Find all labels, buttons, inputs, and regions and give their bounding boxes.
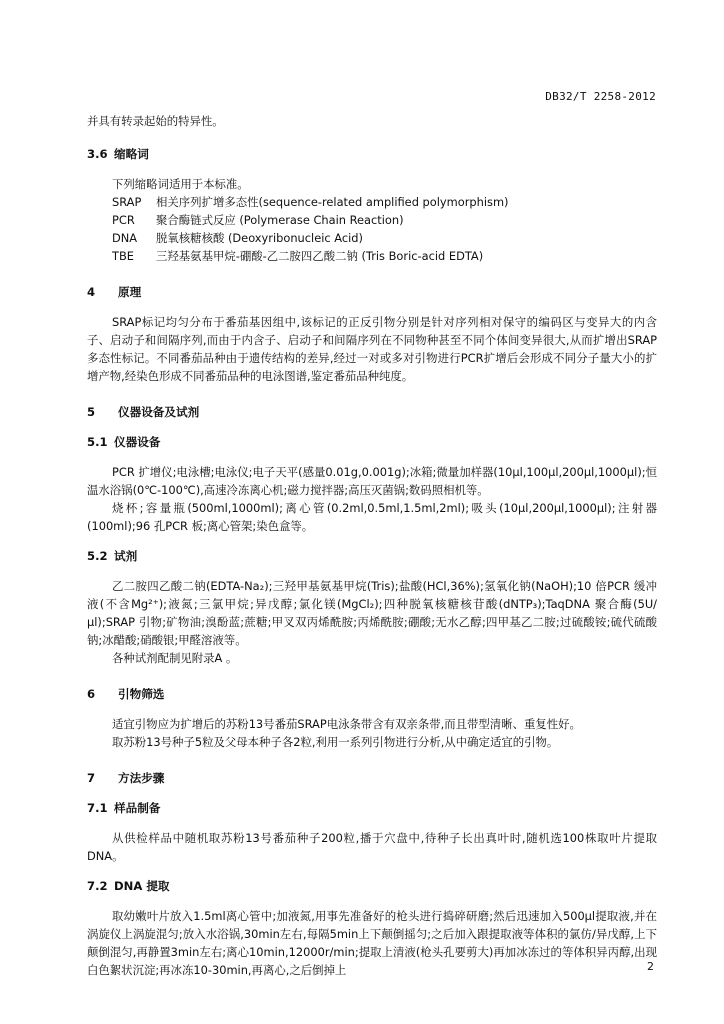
section-number: 7.2: [87, 879, 108, 893]
reagents-appendix-note: 各种试剂配制见附录A 。: [112, 651, 238, 665]
abbreviation-definition: 脱氧核糖核酸 (Deoxyribonucleic Acid): [156, 231, 363, 245]
intro-continuation-text: 并具有转录起始的特异性。: [87, 114, 224, 128]
section-5-2-heading: [87, 547, 657, 565]
section-title: 仪器设备及试剂: [118, 405, 200, 419]
section-number: 5: [87, 405, 96, 419]
section-number: 5.1: [87, 435, 108, 449]
abbreviation-code: SRAP: [112, 195, 142, 209]
section-number: 7: [87, 771, 96, 785]
abbreviation-list: [87, 193, 657, 265]
section-number: 5.2: [87, 549, 108, 563]
section-number: 3.6: [87, 147, 108, 161]
abbreviation-code: PCR: [112, 213, 135, 227]
abbreviation-definition: 三羟基氨基甲烷-硼酸-乙二胺四乙酸二钠 (Tris Boric-acid EDTA): [156, 249, 484, 263]
section-7-2-heading: [87, 877, 657, 895]
abbreviation-definition: 聚合酶链式反应 (Polymerase Chain Reaction): [156, 213, 404, 227]
primer-selection-paragraph: 取苏粉13号种子5粒及父母本种子各2粒,利用一系列引物进行分析,从中确定适宜的引物。: [112, 735, 559, 749]
abbreviation-row: [87, 247, 657, 265]
reagents-paragraph: 乙二胺四乙酸二钠(EDTA-Na₂);三羟甲基氨基甲烷(Tris);盐酸(HCl,36%);氢氧化钠(NaOH);10 倍PCR 缓冲液(不含Mg²⁺);液氮;三氯甲烷;异戊醇;氯化镁(MgCl₂);四种脱氧核糖核苷酸(dNTP₃);TaqDNA 聚合酶(5U/μl);SRAP 引物;矿物油;溴酚蓝;蔗糖;甲叉双丙烯酰胺;丙烯酰胺;硼酸;无水乙醇;四甲基乙二胺;过硫酸铵;硫代硫酸钠;冰醋酸;硝酸银;甲醛溶液等。: [87, 579, 657, 647]
section-3-6-heading: [87, 145, 657, 163]
principle-paragraph: SRAP标记均匀分布于番茄基因组中,该标记的正反引物分别是针对序列相对保守的编码区与变异大的内含子、启动子和间隔序列,而由于内含子、启动子和间隔序列在不同物种甚至不同个体间变异很大,从而扩增出SRAP多态性标记。不同番茄品种由于遗传结构的差异,经过一对或多对引物进行PCR扩增后会形成不同分子量大小的扩增产物,经染色形成不同番茄品种的电泳图谱,鉴定番茄品种纯度。: [87, 315, 657, 383]
section-number: 4: [87, 285, 96, 299]
section-number: 7.1: [87, 801, 108, 815]
abbreviation-definition: 相关序列扩增多态性(sequence-related amplified polymorphism): [156, 195, 509, 209]
abbreviation-row: [87, 193, 657, 211]
section-title: 引物筛选: [118, 687, 165, 701]
section-number: 6: [87, 687, 96, 701]
consumables-paragraph: 烧杯;容量瓶(500ml,1000ml);离心管(0.2ml,0.5ml,1.5ml,2ml);吸头(10μl,200μl,1000μl);注射器(100ml);96 孔PCR 板;离心管架;染色盒等。: [87, 501, 657, 533]
section-title: 缩略词: [114, 147, 149, 161]
primer-criteria-paragraph: 适宜引物应为扩增后的苏粉13号番茄SRAP电泳条带含有双亲条带,而且带型清晰、重复性好。: [112, 717, 581, 731]
standard-code: DB32/T 2258-2012: [545, 90, 656, 103]
abbreviation-code: DNA: [112, 231, 138, 245]
page-number: 2: [647, 960, 654, 973]
abbreviation-code: TBE: [112, 249, 134, 263]
section-5-1-heading: [87, 433, 657, 451]
abbreviations-lead: 下列缩略词适用于本标准。: [112, 177, 249, 191]
section-title: DNA 提取: [114, 879, 170, 893]
equipment-paragraph: PCR 扩增仪;电泳槽;电泳仪;电子天平(感量0.01g,0.001g);冰箱;微量加样器(10μl,100μl,200μl,1000μl);恒温水浴锅(0℃-100℃),高速冷冻离心机;磁力搅拌器;高压灭菌锅;数码照相机等。: [87, 465, 657, 497]
section-6-heading: [87, 685, 657, 703]
section-5-heading: [87, 403, 657, 421]
abbreviation-row: [87, 211, 657, 229]
section-7-1-heading: [87, 799, 657, 817]
sample-preparation-paragraph: 从供检样品中随机取苏粉13号番茄种子200粒,播于穴盘中,待种子长出真叶时,随机选100株取叶片提取DNA。: [87, 831, 657, 863]
section-title: 原理: [118, 285, 142, 299]
section-7-heading: [87, 769, 657, 787]
section-title: 仪器设备: [114, 435, 161, 449]
abbreviation-row: [87, 229, 657, 247]
section-title: 方法步骤: [118, 771, 165, 785]
dna-extraction-paragraph: 取幼嫩叶片放入1.5ml离心管中;加液氮,用事先准备好的枪头进行捣碎研磨;然后迅速加入500μl提取液,并在涡旋仪上涡旋混匀;放入水浴锅,30min左右,每隔5min上下颠倒摇匀;之后加入跟提取液等体积的氯仿/异戊醇,上下颠倒混匀,再静置3min左右;离心10min,12000r/min;提取上清液(枪头孔要剪大)再加冰冻过的等体积异丙醇,出现白色絮状沉淀;再冰冻10-30min,再离心,之后倒掉上: [87, 909, 657, 977]
section-4-heading: [87, 283, 657, 301]
document-body: [87, 112, 657, 979]
section-title: 样品制备: [114, 801, 161, 815]
section-title: 试剂: [114, 549, 138, 563]
